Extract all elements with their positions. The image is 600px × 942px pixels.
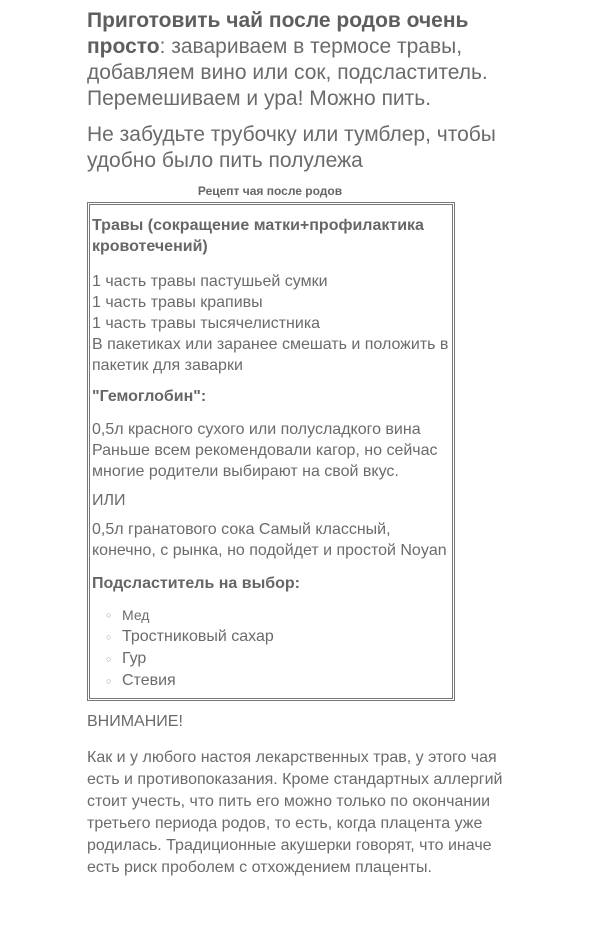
list-item: ○ Мед bbox=[106, 604, 450, 626]
circle-bullet-icon: ○ bbox=[106, 676, 112, 686]
sweetener-list bbox=[92, 604, 450, 692]
herbs-heading: Травы (сокращение матки+профилактика кровотечений) bbox=[92, 217, 424, 255]
intro-bold: Приготовить чай после родов очень просто bbox=[87, 9, 469, 58]
list-item: ○ Стевия bbox=[106, 670, 450, 692]
herbs-list bbox=[92, 271, 450, 376]
warning-title: ВНИМАНИЕ! bbox=[87, 713, 183, 730]
warning-section bbox=[87, 711, 517, 879]
herb-line: 1 часть травы тысячелистника bbox=[92, 315, 321, 332]
intro-rest: : завариваем в термосе травы, добавляем вино или сок, подсластитель. Перемешиваем и ура! Можно пить. bbox=[87, 35, 488, 110]
circle-bullet-icon: ○ bbox=[106, 610, 112, 620]
circle-bullet-icon: ○ bbox=[106, 632, 112, 642]
intro-paragraph bbox=[87, 8, 527, 112]
juice-text: 0,5л гранатового сока Самый классный, конечно, с рынка, но подойдет и простой Noyan bbox=[92, 521, 447, 559]
list-item: ○ Гур bbox=[106, 648, 450, 670]
recipe-caption: Рецепт чая после родов bbox=[197, 184, 343, 198]
hemoglobin-heading: "Гемоглобин": bbox=[92, 388, 207, 405]
list-item: ○ Тростниковый сахар bbox=[106, 626, 450, 648]
sweetener-heading: Подсластитель на выбор: bbox=[92, 575, 300, 592]
herb-line: 1 часть травы крапивы bbox=[92, 294, 263, 311]
warning-text: Как и у любого настоя лекарственных трав, у этого чая есть и противопоказания. Кроме стандартных аллергий стоит учесть, что пить его можно только по окончании третьего периода родов, то есть, когда плацента уже родилась. Традиционные акушерки говорят, что иначе есть риск проболем с отхождением плаценты. bbox=[87, 749, 503, 876]
or-text: ИЛИ bbox=[92, 492, 126, 509]
herb-line: 1 часть травы пастушьей сумки bbox=[92, 273, 328, 290]
wine-text: 0,5л красного сухого или полусладкого вина Раньше всем рекомендовали кагор, но сейчас многие родители выбирают на свой вкус. bbox=[92, 421, 438, 480]
recipe-box bbox=[87, 202, 455, 701]
intro-paragraph-2: Не забудьте трубочку или тумблер, чтобы удобно было пить полулежа bbox=[87, 123, 496, 172]
circle-bullet-icon: ○ bbox=[106, 654, 112, 664]
herb-line: В пакетиках или заранее смешать и положить в пакетик для заварки bbox=[92, 336, 449, 374]
